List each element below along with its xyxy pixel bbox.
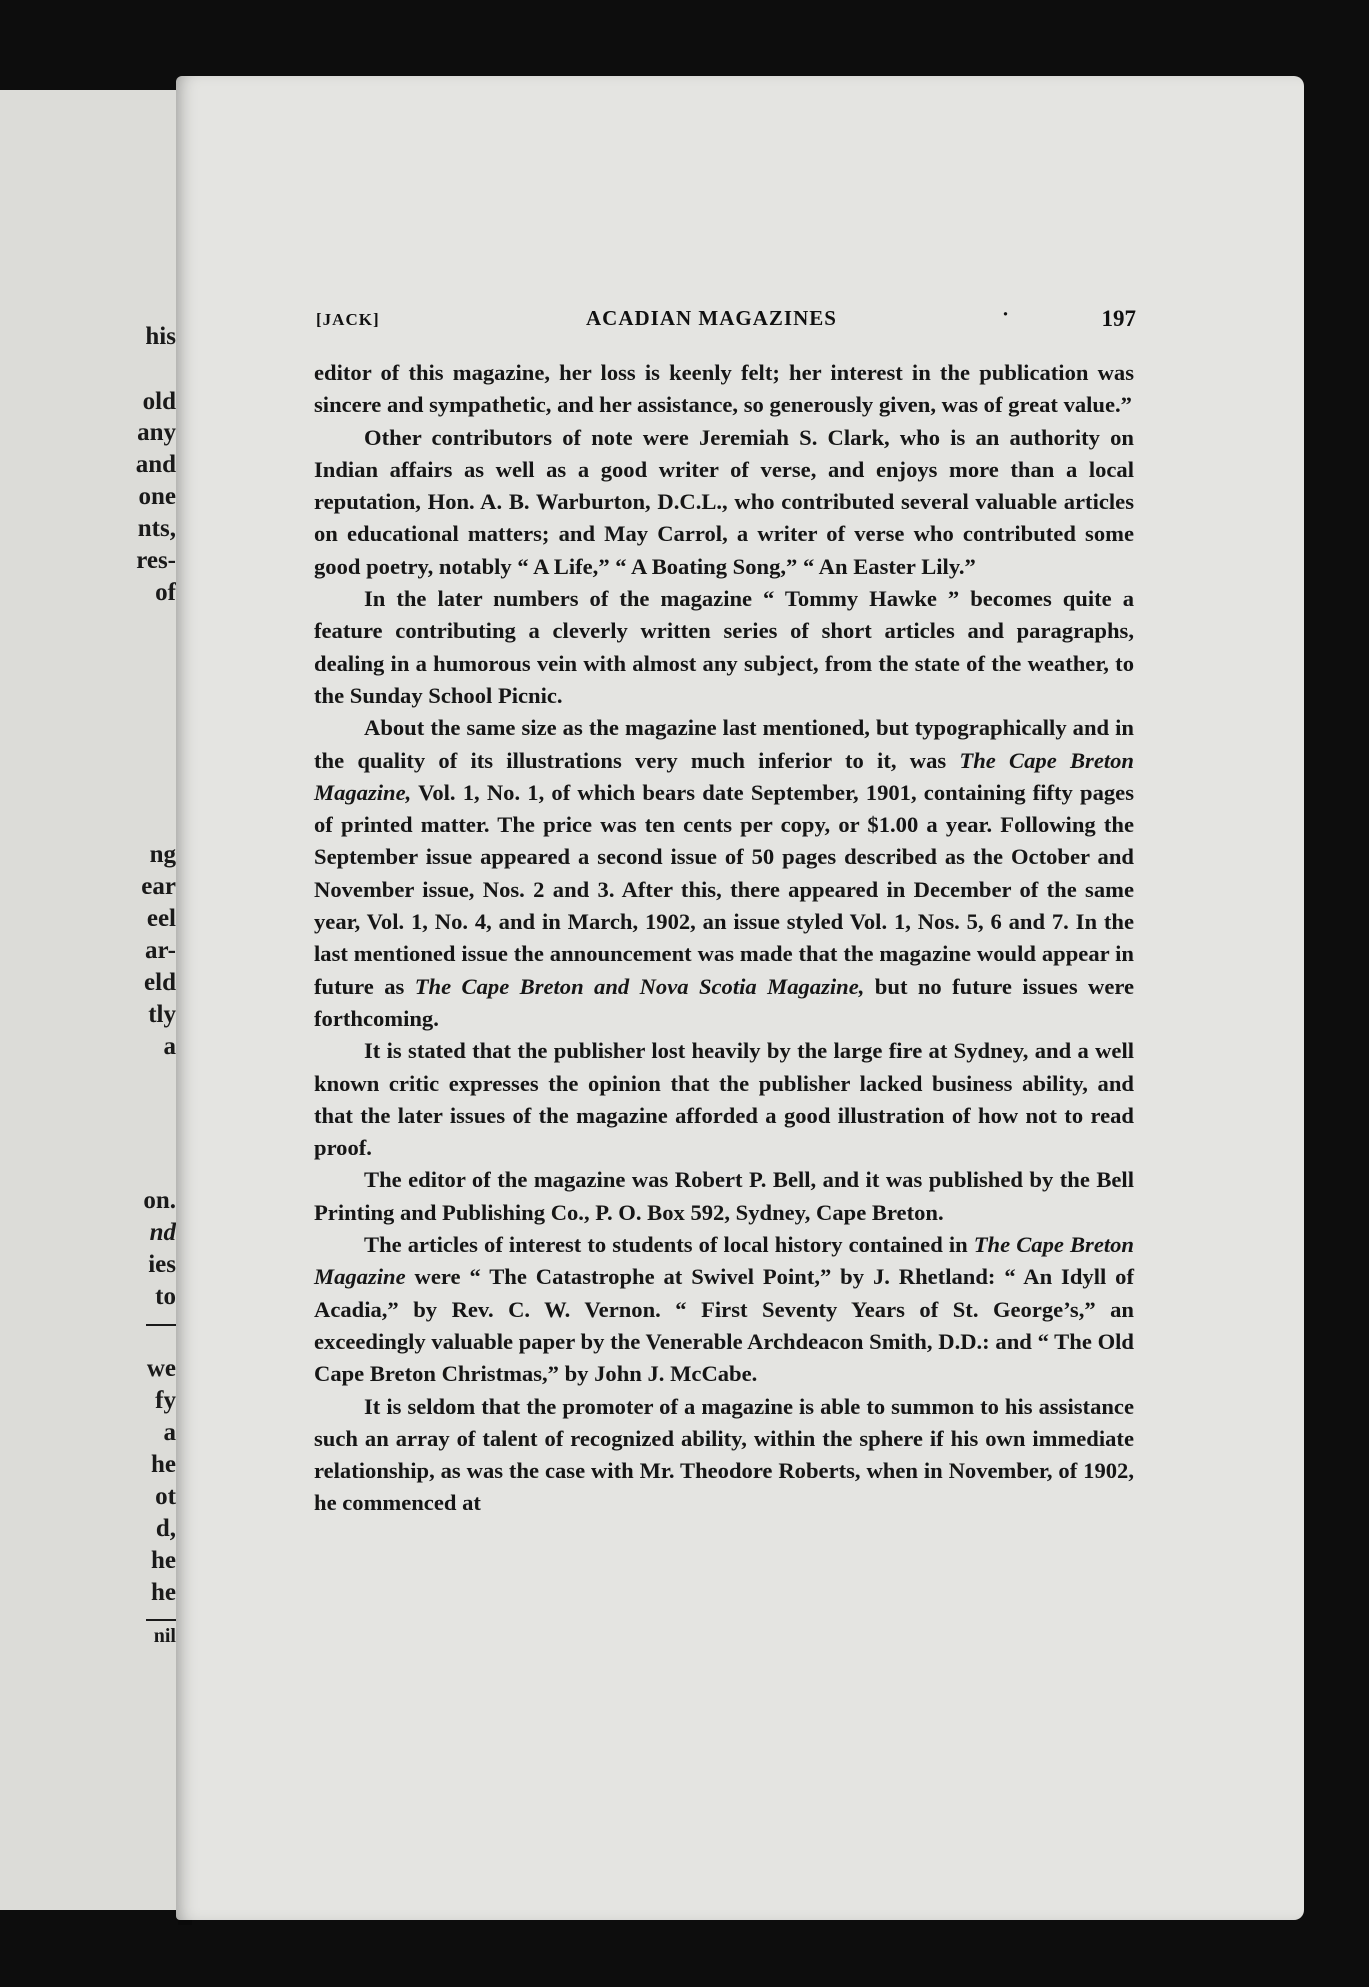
paragraph-text: About the same size as the magazine last mentioned, but typographically and in the quality of its illustrations very much inferior to it, was <box>314 715 1134 773</box>
paragraph <box>314 1035 1134 1164</box>
paragraph <box>314 583 1134 712</box>
prev-page-fragment: one <box>138 483 176 510</box>
magazine-title-italic: The Cape Breton Magazine, <box>314 747 1135 805</box>
prev-page-fragment: he <box>151 1451 176 1478</box>
prev-page-fragment: tly <box>148 1001 176 1028</box>
prev-page-rule <box>146 1619 180 1621</box>
paragraph <box>314 1229 1134 1390</box>
prev-page-fragment: nil <box>153 1625 176 1647</box>
prev-page-fragment: a <box>163 1033 176 1060</box>
paragraph <box>314 712 1134 1035</box>
header-dot: · <box>1002 302 1010 326</box>
paragraph-text: It is seldom that the promoter of a magazine is able to summon to his assistance such an array of talent of recognized ability, within the sphere if his own immediate relationship, as was the case with Mr. Theodore Roberts, when in November, of 1902, he commenced at <box>314 1393 1134 1516</box>
paragraph <box>314 1391 1134 1520</box>
paragraph-text: Other contributors of note were Jeremiah S. Clark, who is an authority on Indian affairs as well as a good writer of verse, and enjoys more than a local reputation, Hon. A. B. Warburton, D.C.L., who contributed several valuable articles on educational matters; and May Carrol, a writer of verse who contributed some good poetry, notably “ A Life,” “ A Boating Song,” “ An Easter Lily.” <box>314 424 1134 579</box>
prev-page-fragment: to <box>155 1283 176 1310</box>
paragraph-text: The articles of interest to students of local history contained in <box>364 1232 974 1258</box>
prev-page-fragment: ies <box>148 1251 176 1278</box>
paragraph <box>314 357 1134 422</box>
paragraph-text: Vol. 1, No. 1, of which bears date September, 1901, containing fifty pages of printed matter. The price was ten cents per copy, or $1.00 a year. Following the September issue appeared a second issue of 50 pages described as the October and November issue, Nos. 2 and 3. After this, there appeared in December of the same year, Vol. 1, No. 4, and in March, 1902, an issue styled Vol. 1, Nos. 5, 6 and 7. In the last mentioned issue the announcement was made that the magazine would appear in future as <box>314 779 1134 999</box>
prev-page-fragment: any <box>137 419 176 446</box>
body-text <box>314 357 1134 1520</box>
prev-page-fragment: nd <box>149 1219 176 1246</box>
prev-page-fragment: d, <box>155 1515 176 1542</box>
magazine-title-italic: The Cape Breton and Nova Scotia Magazine, <box>414 973 865 999</box>
prev-page-fragment: ng <box>149 841 176 868</box>
prev-page-fragment: nts, <box>137 515 176 542</box>
paragraph-text: but no future issues were forthcoming. <box>314 973 1135 1031</box>
paragraph <box>314 422 1134 583</box>
paragraph-text: It is stated that the publisher lost heavily by the large fire at Sydney, and a well known critic expresses the opinion that the publisher lacked business ability, and that the later issues of the magazine afforded a good illustration of how not to read proof. <box>314 1038 1134 1161</box>
prev-page-fragment: and <box>135 451 176 478</box>
paragraph <box>314 1164 1134 1229</box>
prev-page-fragment: ear <box>141 873 176 900</box>
prev-page-fragment: he <box>151 1579 176 1606</box>
paragraph-text: The editor of the magazine was Robert P. Bell, and it was published by the Bell Printing and Publishing Co., P. O. Box 592, Sydney, Cape Breton. <box>314 1167 1134 1225</box>
prev-page-fragment: of <box>155 579 176 606</box>
magazine-title-italic: The Cape Breton Magazine <box>314 1232 1134 1290</box>
page-number: 197 <box>1101 306 1136 331</box>
prev-page-fragment: ar- <box>145 937 176 964</box>
header-title: ACADIAN MAGAZINES <box>586 306 837 330</box>
prev-page-fragment: eld <box>144 969 176 996</box>
prev-page-fragment: he <box>151 1547 176 1574</box>
previous-page-edge <box>0 90 190 1910</box>
prev-page-fragment: on. <box>143 1187 176 1214</box>
running-header <box>316 302 1136 336</box>
prev-page-fragment: fy <box>155 1387 176 1414</box>
prev-page-rule <box>146 1324 180 1326</box>
prev-page-fragment: eel <box>146 905 176 932</box>
prev-page-fragment: we <box>146 1355 176 1382</box>
paragraph-text: In the later numbers of the magazine “ Tommy Hawke ” becomes quite a feature contributing a cleverly written series of short articles and paragraphs, dealing in a humorous vein with almost any subject, from the state of the weather, to the Sunday School Picnic. <box>314 586 1134 708</box>
prev-page-fragment: res- <box>136 547 176 574</box>
prev-page-fragment: his <box>145 323 176 350</box>
header-author: [JACK] <box>316 310 380 329</box>
prev-page-fragment: ot <box>155 1483 176 1510</box>
prev-page-fragment: old <box>142 388 176 415</box>
paragraph-text: were “ The Catastrophe at Swivel Point,” by J. Rhetland: “ An Idyll of Acadia,” by Rev. C. W. Vernon. “ First Seventy Years of St. George’s,” an exceedingly valuable paper by the Venerable Archdeacon Smith, D.D.: and “ The Old Cape Breton Christmas,” by John J. McCabe. <box>314 1264 1134 1387</box>
prev-page-fragment: a <box>163 1419 176 1446</box>
paragraph-text: editor of this magazine, her loss is keenly felt; her interest in the publication was sincere and sympathetic, and her assistance, so generously given, was of great value.” <box>314 360 1134 418</box>
